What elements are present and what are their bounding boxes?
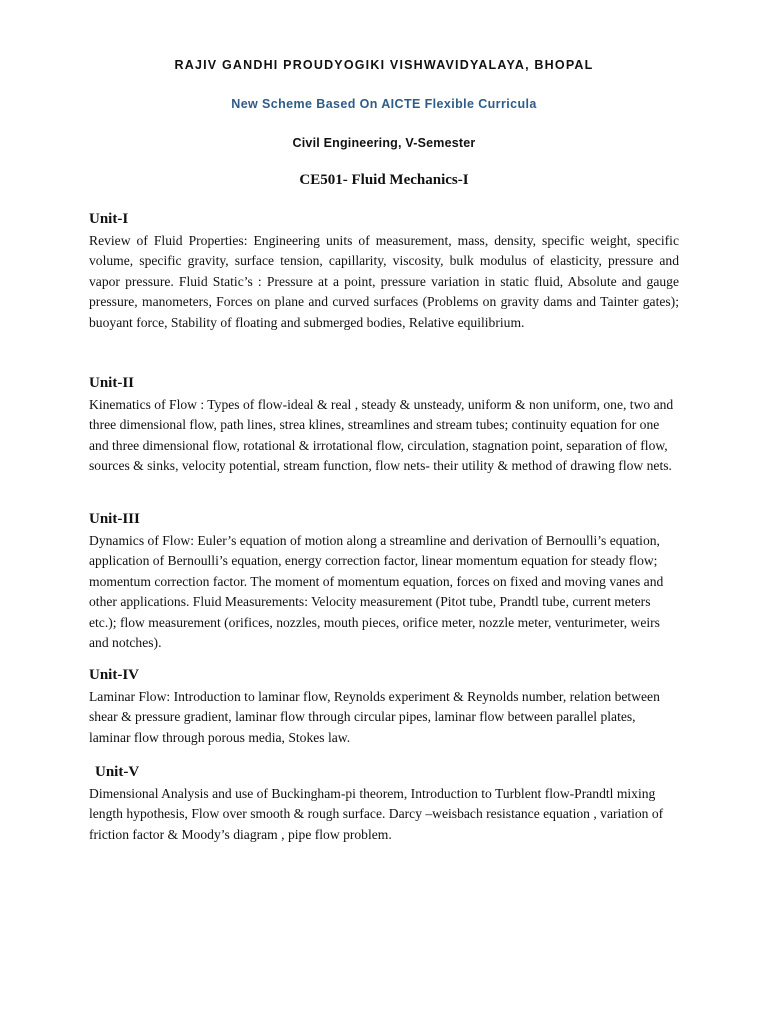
unit-content: Kinematics of Flow : Types of flow-ideal & real , steady & unsteady, uniform & non uniform, one, two and three dimensional flow, path lines, strea klines, streamlines and stream tubes; continuity equation for one and three dimensional flow, rotational & irrotational flow, circulation, stagnation point, separation of flow, sources & sinks, velocity potential, stream function, flow nets- their utility & method of drawing flow nets.: [89, 397, 674, 474]
unit-section: [89, 374, 679, 477]
unit-content: Dynamics of Flow: Euler’s equation of motion along a streamline and derivation of Bernoulli’s equation, application of Bernoulli’s equation, energy correction factor, linear momentum equation for steady flow; momentum correction factor. The moment of momentum equation, forces on fixed and moving vanes and other applications. Fluid Measurements: Velocity measurement (Pitot tube, Prandtl tube, current meters etc.); flow measurement (orifices, nozzles, mouth pieces, orifice meter, nozzle meter, venturimeter, weirs and notches).: [89, 533, 664, 651]
unit-heading: Unit-IV: [89, 667, 140, 683]
unit-heading: Unit-V: [95, 764, 140, 780]
unit-section: [89, 763, 679, 845]
unit-content: Review of Fluid Properties: Engineering units of measurement, mass, density, specific weight, specific volume, specific gravity, surface tension, capillarity, viscosity, bulk modulus of elasticity, pressure and vapor pressure. Fluid Static’s : Pressure at a point, pressure variation in static fluid, Absolute and gauge pressure, manometers, Forces on plane and curved surfaces (Problems on gravity dams and Tainter gates); buoyant force, Stability of floating and submerged bodies, Relative equilibrium.: [89, 233, 679, 330]
unit-heading: Unit-II: [89, 375, 135, 391]
unit-heading: Unit-I: [89, 211, 129, 227]
scheme-title: New Scheme Based On AICTE Flexible Curricula: [231, 97, 537, 111]
branch-semester: Civil Engineering, V-Semester: [292, 136, 476, 150]
unit-content: Dimensional Analysis and use of Buckingham-pi theorem, Introduction to Turblent flow-Prandtl mixing length hypothesis, Flow over smooth & rough surface. Darcy –weisbach resistance equation , variation of friction factor & Moody’s diagram , pipe flow problem.: [89, 786, 664, 842]
unit-heading: Unit-III: [89, 511, 140, 527]
unit-section: [89, 666, 679, 748]
university-name: RAJIV GANDHI PROUDYOGIKI VISHWAVIDYALAYA, BHOPAL: [174, 58, 594, 72]
unit-content: Laminar Flow: Introduction to laminar flow, Reynolds experiment & Reynolds number, relation between shear & pressure gradient, laminar flow through circular pipes, laminar flow between parallel plates, laminar flow through porous media, Stokes law.: [89, 689, 660, 745]
course-title: CE501- Fluid Mechanics-I: [299, 172, 469, 188]
unit-section: [89, 210, 679, 333]
unit-section: [89, 510, 679, 653]
